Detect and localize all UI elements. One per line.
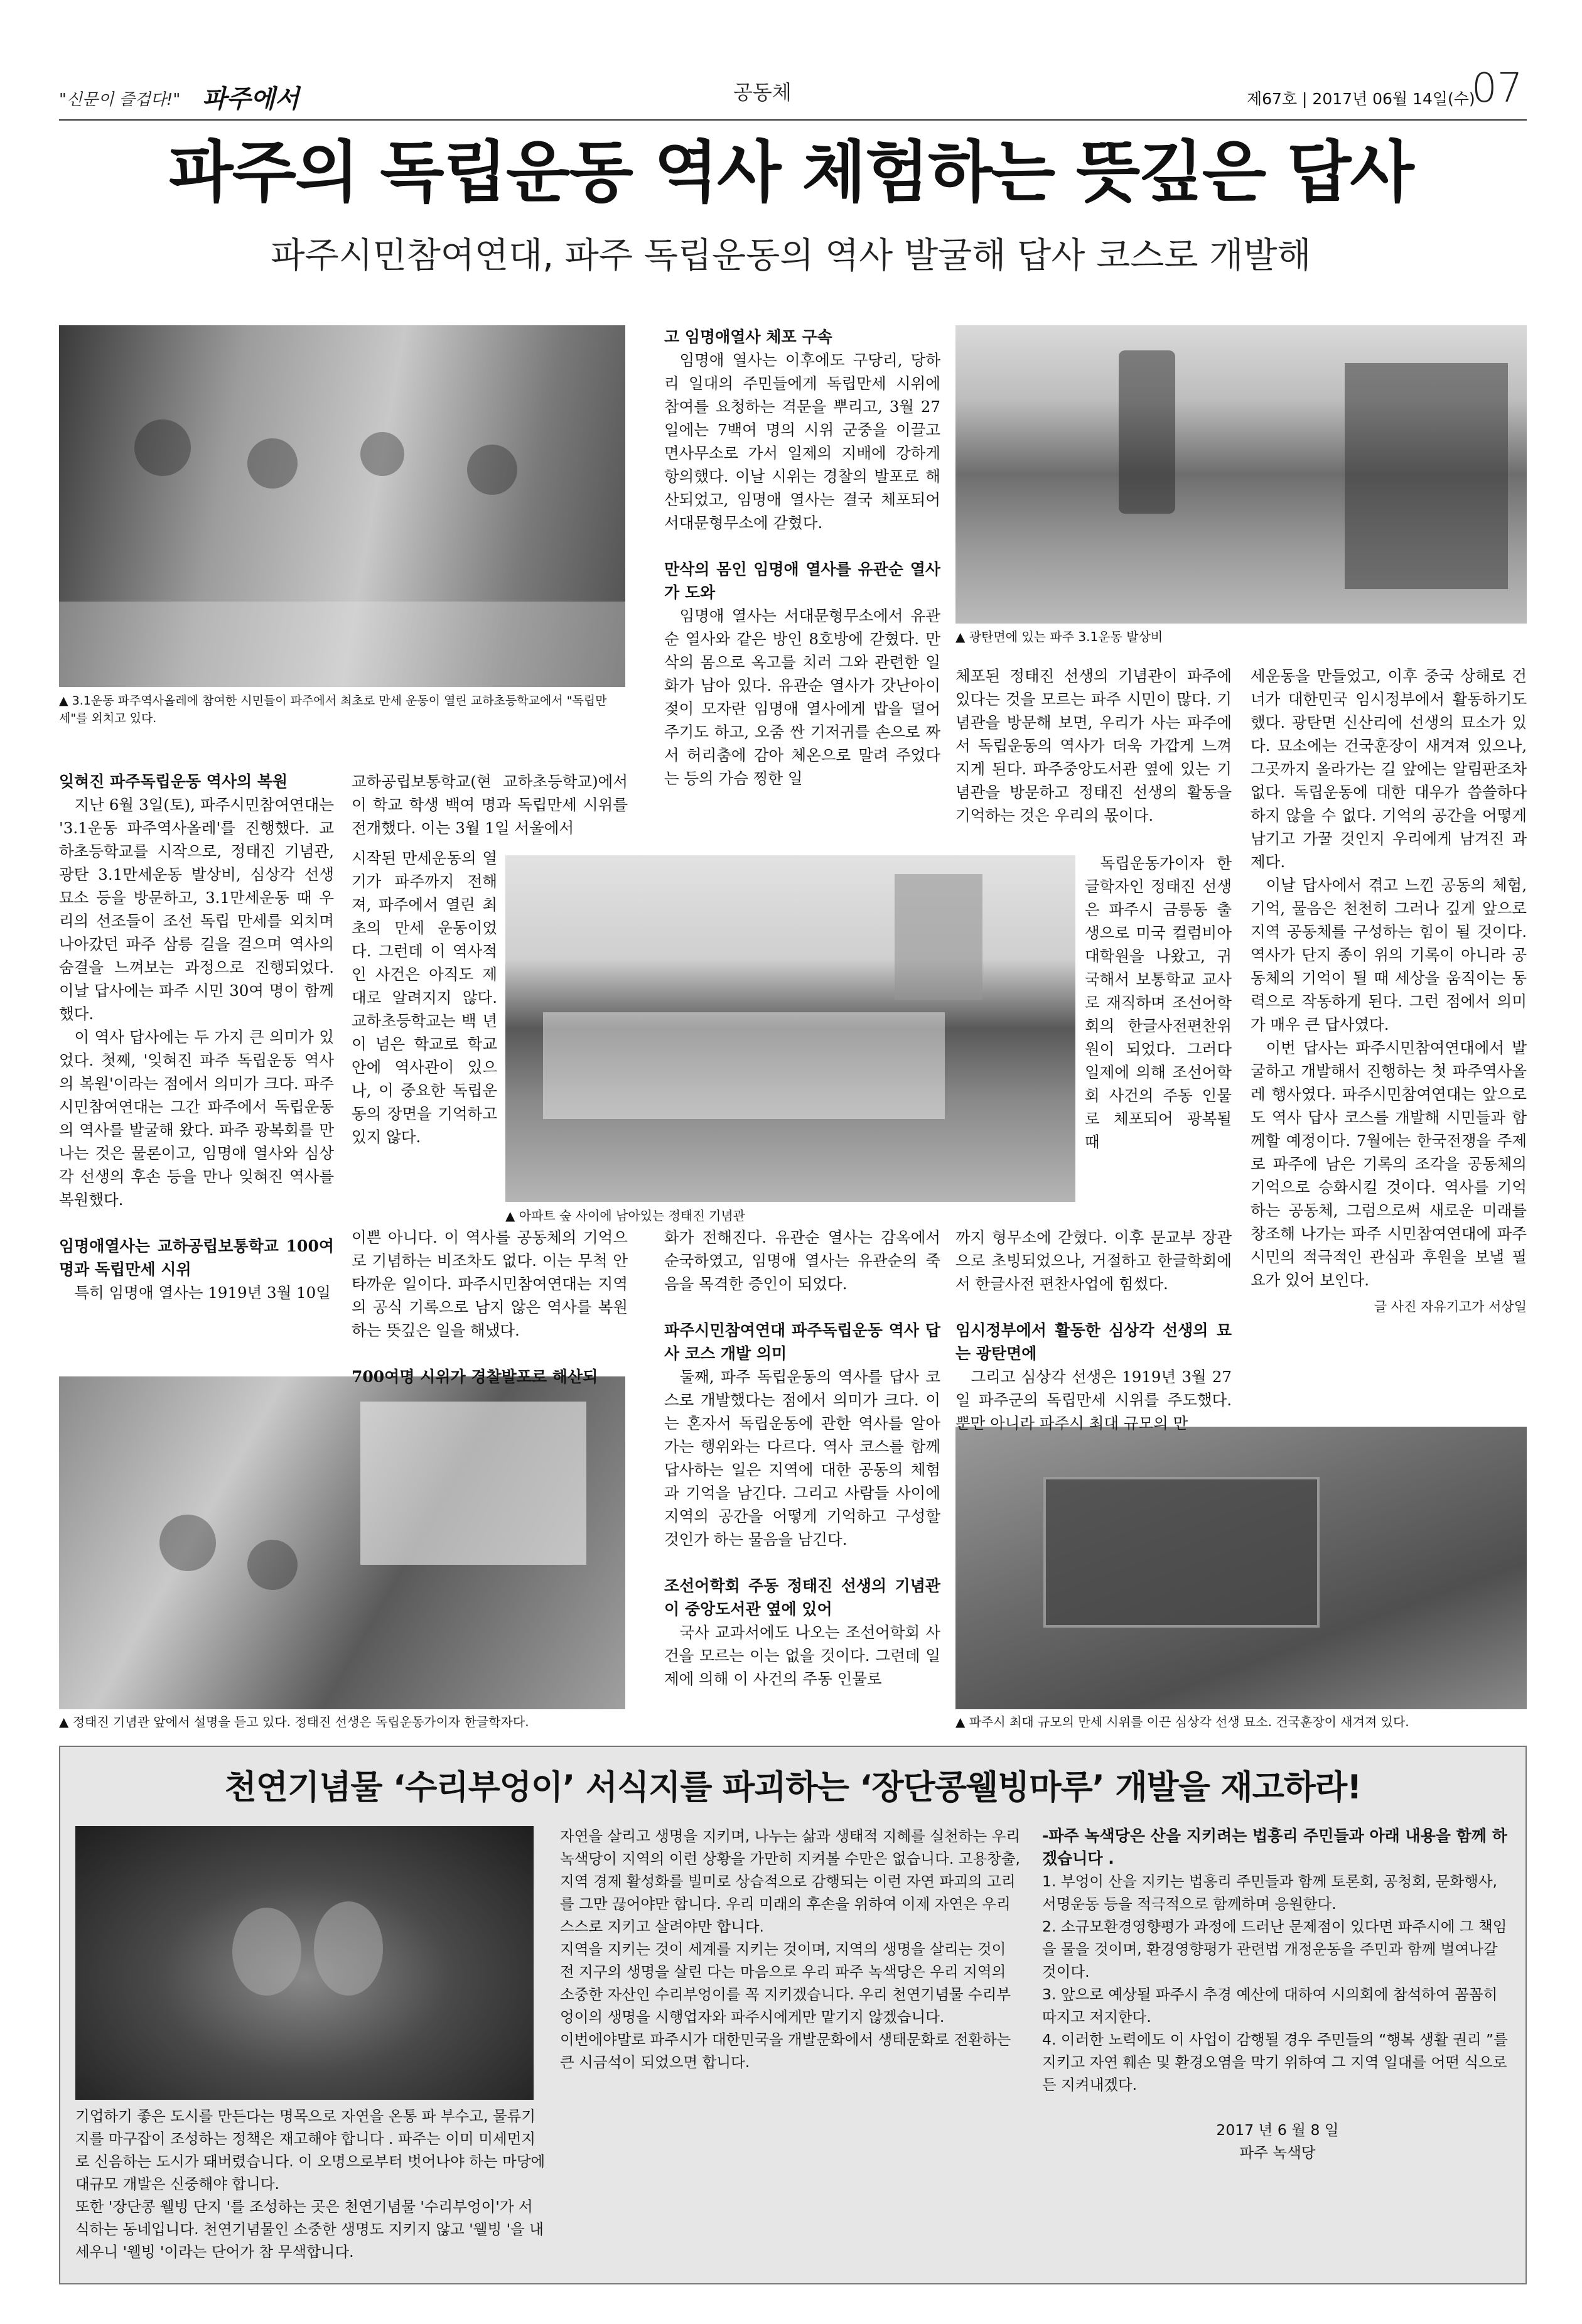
article-col-2-narrow	[352, 846, 497, 1223]
paragraph: 둘째, 파주 독립운동의 역사를 답사 코스로 개발했다는 점에서 의미가 크다. 이는 혼자서 독립운동에 관한 역사를 알아가는 행위와는 다르다. 역사 코스를 함께 답사하는 일은 지역에 대한 공동의 체험과 기억을 남긴다. 그리고 사람들 사이에 지역의 공간을 어떻게 기억하고 구성할 것인가 하는 물음을 남긴다.	[664, 1368, 940, 1548]
paragraph: 지난 6월 3일(토), 파주시민참여연대는 '3.1운동 파주역사올레'를 진행했다. 교하초등학교를 시작으로, 정태진 기념관, 광탄 3.1만세운동 발상비, 심상각 선생 묘소 등을 방문하고, 3.1만세운동 때 우리의 선조들이 조선 독립 만세를 외치며 나아갔던 파주 삼릉 길을 걸으며 역사의 숨결을 느껴보는 과정으로 진행되었다. 이날 답사에는 파주 시민 30여 명이 함께했다.	[59, 796, 334, 1023]
photo-guide-talk	[59, 1376, 625, 1709]
paragraph: 이날 답사에서 겪고 느낀 공동의 체험, 기억, 물음은 천천히 그러나 깊게 앞으로 지역 공동체를 구성하는 힘이 될 것이다. 역사가 단지 종이 위의 기록이 아니라 공동체의 기억이 될 때 세상을 움직이는 동력으로 작동하게 된다. 그런 점에서 의미가 매우 큰 답사였다.	[1251, 876, 1527, 1034]
paragraph: 이번 답사는 파주시민참여연대에서 발굴하고 개발해서 진행하는 첫 파주역사올레 행사였다. 파주시민참여연대는 앞으로도 역사 답사 코스를 개발해 시민들과 함께할 예정이다. 7월에는 한국전쟁을 주제로 파주에 남은 기록의 조각을 공동체의 기억으로 승화시킬 것이다. 역사를 기억하는 공동체, 그럼으로써 새로운 미래를 창조해 나가는 파주 시민참여연대에 파주 시민의 적극적인 관심과 후원을 보낼 필요가 있어 보인다.	[1251, 1039, 1527, 1289]
subhead-restoration: 잊혀진 파주독립운동 역사의 복원	[59, 772, 288, 791]
caption-photo3: ▲ 아파트 숲 사이에 남아있는 정태진 기념관	[505, 1208, 745, 1223]
paragraph: 까지 형무소에 갇혔다. 이후 문교부 장관으로 초빙되었으나, 거절하고 한글학회에서 한글사전 편찬사업에 힘썼다.	[955, 1228, 1232, 1293]
article-col-4-narrow	[1085, 851, 1232, 1226]
photo-kyoha-school	[59, 325, 625, 687]
photo-monument	[955, 325, 1527, 624]
caption-photo1: ▲ 3.1운동 파주역사올레에 참여한 시민들이 파주에서 최초로 만세 운동이 열린 교하초등학교에서 "독립만세"를 외치고 있다.	[59, 694, 607, 725]
subhead-lim-myungae: 임명애열사는 교하공립보통학교 100여명과 독립만세 시위	[59, 1237, 334, 1278]
article-col-5	[1251, 664, 1527, 1412]
subhead-yu-gwansun: 만삭의 몸인 임명애 열사를 유관순 열사가 도와	[664, 560, 940, 602]
header-slogan: "신문이 즐겁다!"	[59, 90, 181, 109]
subhead-jung-taejin: 조선어학회 주동 정태진 선생의 기념관이 중앙도서관 옆에 있어	[664, 1577, 940, 1618]
box-right-text	[1042, 1825, 1513, 2277]
paragraph: 특히 임명애 열사는 1919년 3월 10일	[74, 1284, 331, 1302]
article-col-3-bottom	[664, 1226, 940, 1728]
paragraph: 체포된 정태진 선생의 기념관이 파주에 있다는 것을 모르는 파주 시민이 많다. 기념관을 방문해 보면, 우리가 사는 파주에서 독립운동의 역사가 더욱 가깝게 느껴지게 된다. 파주중앙도서관 옆에 있는 기념관을 방문하고 정태진 선생의 활동을 기억하는 것은 우리의 몫이다.	[955, 667, 1232, 824]
box-middle-text: 자연을 살리고 생명을 지키며, 나누는 삶과 생태적 지혜를 실천하는 우리 녹색당이 지역의 이런 상황을 가만히 지켜볼 수만은 없습니다. 고용창출, 지역 경제 활성화를 빌미로 상습적으로 감행되는 이런 자연 파괴의 고리를 그만 끊어야만 합니다. 우리 미래의 후손을 위하여 이제 자연은 우리 스스로 지키고 살려야만 합니다. 지역을 지키는 것이 세계를 지키는 것이며, 지역의 생명을 살리는 것이 전 지구의 생명을 살린 다는 마음으로 우리 파주 녹색당은 우리 지역의 소중한 자산인 수리부엉이를 꼭 지키겠습니다. 우리 천연기념물 수리부엉이의 생명을 시행업자와 파주시에게만 맡기지 않겠습니다. 이번에야말로 파주시가 대한민국을 개발문화에서 생태문화로 전환하는 큰 시금석이 되었으면 합니다.	[560, 1827, 1021, 2071]
list-item: 1. 부엉이 산을 지키는 법흥리 주민들과 함께 토론회, 공청회, 문화행사, 서명운동 등을 적극적으로 함께하며 응원한다.	[1042, 1873, 1497, 1913]
box-title: 천연기념물 ‘수리부엉이’ 서식지를 파괴하는 ‘장단콩웰빙마루’ 개발을 재고하라!	[224, 1768, 1362, 1807]
paragraph: 그리고 심상각 선생은 1919년 3월 27일 파주군의 독립만세 시위를 주도했다. 뿐만 아니라 파주시 최대 규모의 만	[955, 1368, 1232, 1432]
paragraph: 임명애 열사는 서대문형무소에서 유관순 열사와 같은 방인 8호방에 갇혔다. 만삭의 몸으로 옥고를 치러 그와 관련한 일화가 남아 있다. 유관순 열사가 갓난아이 젖이 모자란 임명애 열사에게 밥을 덜어 주기도 하고, 오줌 싼 기저귀를 손으로 짜서 허리춤에 감아 체온으로 말려 주었다는 등의 가슴 찡한 일	[664, 607, 940, 787]
paragraph: 이쁜 아니다. 이 역사를 공동체의 기억으로 기념하는 비조차도 없다. 이는 무척 안타까운 일이다. 파주시민참여연대는 지역의 공식 기록으로 남지 않은 역사를 복원하는 뜻깊은 일을 해냈다.	[352, 1228, 628, 1339]
caption-photo5: ▲ 파주시 최대 규모의 만세 시위를 이끈 심상각 선생 묘소. 건국훈장이 새겨져 있다.	[955, 1714, 1409, 1729]
paragraph: 교하공립보통학교(현 교하초등학교)에서 이 학교 학생 백여 명과 독립만세 시위를 전개했다. 이는 3월 1일 서울에서	[352, 772, 628, 837]
article-col-4-top	[955, 664, 1232, 853]
photo-memorial-hall	[505, 855, 1075, 1202]
box-date: 2017 년 6 월 8 일	[1216, 2121, 1339, 2139]
paragraph: 세운동을 만들었고, 이후 중국 상해로 건너가 대한민국 임시정부에서 활동하기도 했다. 광탄면 신산리에 선생의 묘소가 있다. 묘소에는 건국훈장이 새겨져 있으나, 그곳까지 올라가는 길 앞에는 알림판조차 없다. 독립운동에 대한 대우가 씁쓸하다 하지 않을 수 없다. 기억의 공간을 어떻게 남기고 가꿀 것인지 우리에게 남겨진 과제다.	[1251, 667, 1527, 871]
article-col-4-bottom	[955, 1226, 1232, 1432]
article-col-2-bottom	[352, 1226, 628, 1386]
page-number: 07	[1472, 65, 1523, 112]
caption-photo2: ▲ 광탄면에 있는 파주 3.1운동 발상비	[955, 629, 1163, 644]
paragraph: 시작된 만세운동의 열기가 파주까지 전해져, 파주에서 열린 최초의 만세 운동이었다. 그런데 이 역사적인 사건은 아직도 제대로 알려지지 않다. 교하초등학교는 백 년이 넘은 학교로 학교 안에 역사관이 있으나, 이 중요한 독립운동의 장면을 기억하고 있지 않다.	[352, 849, 497, 1146]
header-rule	[59, 119, 1527, 121]
paragraph: 독립운동가이자 한글학자인 정태진 선생은 파주시 금릉동 출생으로 미국 컬럼비아 대학원을 나왔고, 귀국해서 보통학교 교사로 재직하며 조선어학회의 한글사전편찬위원이 되었다. 그러다 일제에 의해 조선어학회 사건의 주동 인물로 체포되어 광복될 때	[1085, 854, 1232, 1151]
box-signature: 파주 녹색당	[1239, 2144, 1316, 2161]
section-label: 공동체	[733, 80, 792, 104]
headline: 파주의 독립운동 역사 체험하는 뜻깊은 답사	[169, 134, 1413, 211]
article-col-3-top	[664, 325, 940, 846]
subhead-arrest: 고 임명애열사 체포 구속	[664, 328, 832, 346]
issue-info: 제67호 | 2017년 06월 14일(수)	[1247, 90, 1475, 108]
subhead-sim-sanggak: 임시정부에서 활동한 심상각 선생의 묘는 광탄면에	[955, 1321, 1232, 1363]
paragraph: 국사 교과서에도 나오는 조선어학회 사건을 모르는 이는 없을 것이다. 그런데 일제에 의해 이 사건의 주동 인물로	[664, 1623, 940, 1688]
masthead-logo: 파주에서	[202, 84, 299, 114]
photo-owls	[75, 1826, 534, 2100]
paragraph: 임명애 열사는 이후에도 구당리, 당하리 일대의 주민들에게 독립만세 시위에 참여를 요청하는 격문을 뿌리고, 3월 27일에는 7백여 명의 시위 군중을 이끌고 면사무소로 가서 일제의 지배에 강하게 항의했다. 이날 시위는 경찰의 발포로 해산되었고, 임명애 열사는 결국 체포되어 서대문형무소에 갇혔다.	[664, 351, 940, 532]
paragraph: 화가 전해진다. 유관순 열사는 감옥에서 순국하였고, 임명애 열사는 유관순의 죽음을 목격한 증인이 되었다.	[664, 1228, 940, 1293]
subheadline: 파주시민참여연대, 파주 독립운동의 역사 발굴해 답사 코스로 개발해	[271, 235, 1311, 276]
paragraph: 이 역사 답사에는 두 가지 큰 의미가 있었다. 첫째, '잊혀진 파주 독립운동 역사의 복원'이라는 점에서 의미가 크다. 파주시민참여연대는 그간 파주에서 독립운동의 역사를 발굴해 왔다. 파주 광복회를 만나는 것은 물론이고, 임명애 열사와 심상각 선생의 후손 등을 만나 잊혀진 역사를 복원했다.	[59, 1028, 334, 1209]
byline: 글 사진 자유기고가 서상일	[1374, 1299, 1527, 1314]
box-right-heading: -파주 녹색당은 산을 지키려는 법흥리 주민들과 아래 내용을 함께 하겠습니다 .	[1042, 1827, 1507, 1867]
article-col-1	[59, 770, 334, 1373]
list-item: 4. 이러한 노력에도 이 사업이 감행될 경우 주민들의 “행복 생활 권리 ”를 지키고 자연 훼손 및 환경오염을 막기 위하여 그 지역 일대를 어떤 식으로든 지켜내겠다.	[1042, 2031, 1508, 2094]
box-left-text: 기업하기 좋은 도시를 만든다는 명목으로 자연을 온통 파 부수고, 물류기지를 마구잡이 조성하는 정책은 재고해야 합니다 . 파주는 이미 미세먼지로 신음하는 도시가 돼버렸습니다. 이 오명으로부터 벗어나야 하는 마당에 대규모 개발은 신중해야 합니다. 또한 '장단콩 웰빙 단지 '를 조성하는 곳은 천연기념물 '수리부엉이'가 서식하는 동네입니다. 천연기념물인 소중한 생명도 지키지 않고 '웰빙 '을 내세우니 '웰빙 '이라는 단어가 참 무색합니다.	[75, 2107, 546, 2261]
photo-gravesite	[955, 1427, 1527, 1709]
list-item: 3. 앞으로 예상될 파주시 추경 예산에 대하여 시의회에 참석하여 꼼꼼히 따지고 저지한다.	[1042, 1986, 1498, 2026]
subhead-course-meaning: 파주시민참여연대 파주독립운동 역사 답사 코스 개발 의미	[664, 1321, 940, 1363]
subhead-700: 700여명 시위가 경찰발포로 해산되	[352, 1368, 598, 1386]
list-item: 2. 소규모환경영향평가 과정에 드러난 문제점이 있다면 파주시에 그 책임을 물을 것이며, 환경영향평가 관련법 개정운동을 주민과 함께 벌여나갈 것이다.	[1042, 1918, 1507, 1981]
article-col-2-top	[352, 770, 628, 845]
caption-photo4: ▲ 정태진 기념관 앞에서 설명을 듣고 있다. 정태진 선생은 독립운동가이자 한글학자다.	[59, 1714, 529, 1729]
